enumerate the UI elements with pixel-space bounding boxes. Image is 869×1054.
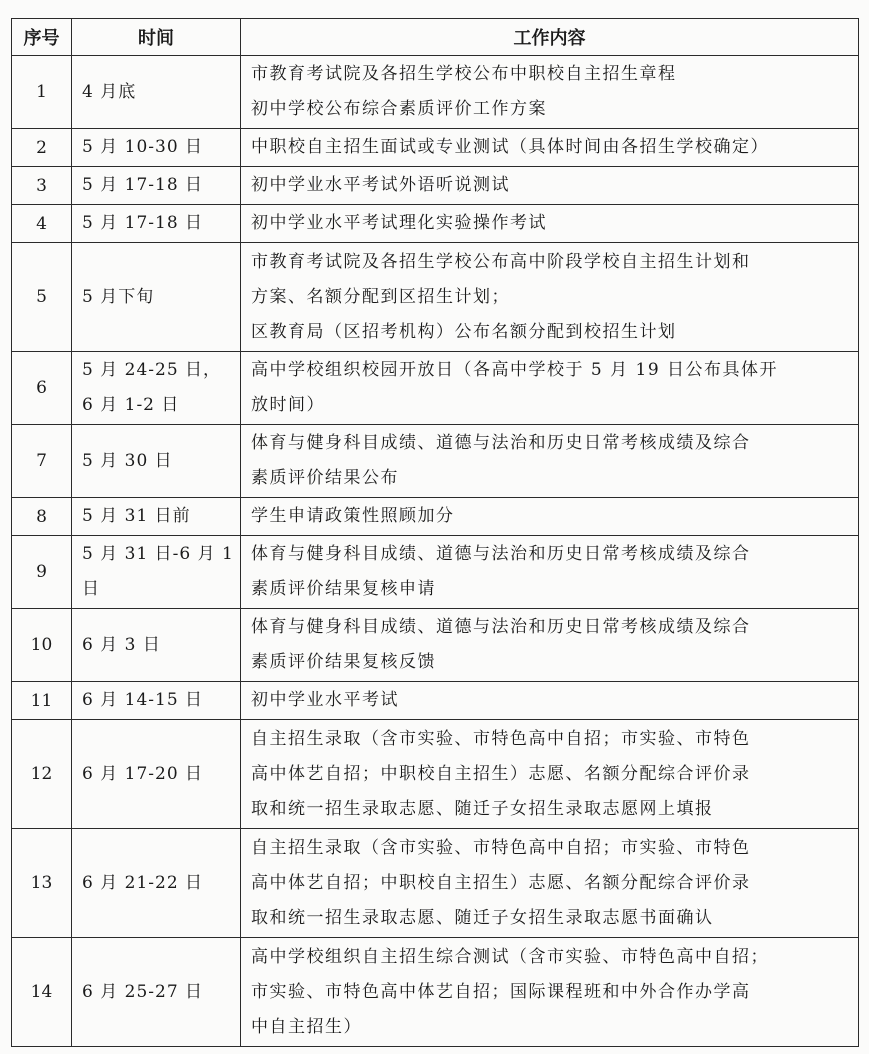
content-line: 中自主招生） [251,1016,362,1037]
row-time [72,205,241,243]
row-time [72,498,241,536]
row-content [241,609,859,682]
row-content [241,938,859,1047]
row-number: 6 [12,352,72,425]
content-line: 中职校自主招生面试或专业测试（具体时间由各招生学校确定） [251,137,769,157]
time-line: 5 月 10-30 日 [82,137,204,157]
time-line: 5 月 30 日 [82,450,173,471]
row-time [72,243,241,352]
row-content [241,205,859,243]
time-line: 6 月 21-22 日 [82,872,204,893]
content-line: 放时间） [251,395,325,415]
time-line: 6 月 25-27 日 [82,981,204,1002]
time-line: 6 月 3 日 [82,634,161,655]
row-number: 5 [12,243,72,352]
time-line: 6 月 1-2 日 [82,395,180,415]
row-content [241,167,859,205]
content-line: 高中体艺自招；中职校自主招生）志愿、名额分配综合评价录 [251,872,751,893]
row-content [241,498,859,536]
header-time: 时间 [72,19,241,56]
row-time [72,829,241,938]
row-number: 10 [12,609,72,682]
row-number: 9 [12,536,72,609]
row-time [72,129,241,167]
content-line: 初中学业水平考试 [251,690,399,710]
content-line: 市教育考试院及各招生学校公布中职校自主招生章程 [251,64,677,84]
table-header-row [12,19,859,56]
row-number: 14 [12,938,72,1047]
row-content [241,536,859,609]
content-line: 初中学校公布综合素质评价工作方案 [251,99,547,119]
row-number: 2 [12,129,72,167]
row-time [72,938,241,1047]
content-line: 方案、名额分配到区招生计划； [251,286,510,307]
content-line: 自主招生录取（含市实验、市特色高中自招；市实验、市特色 [251,728,751,749]
content-line: 初中学业水平考试外语听说测试 [251,175,510,195]
table-row [12,682,859,720]
table-row [12,243,859,352]
time-line: 5 月 17-18 日 [82,213,204,233]
content-line: 素质评价结果公布 [251,468,399,488]
content-line: 初中学业水平考试理化实验操作考试 [251,213,547,233]
row-time [72,536,241,609]
table-row [12,352,859,425]
content-line: 体育与健身科目成绩、道德与法治和历史日常考核成绩及综合 [251,544,751,564]
row-time [72,720,241,829]
header-no: 序号 [12,19,72,56]
table-row [12,205,859,243]
row-time [72,56,241,129]
time-line: 5 月 31 日-6 月 1 [82,544,234,564]
content-line: 学生申请政策性照顾加分 [251,506,455,526]
table-row [12,938,859,1047]
content-line: 素质评价结果复核反馈 [251,652,436,672]
row-number: 7 [12,425,72,498]
row-content [241,352,859,425]
row-time [72,352,241,425]
table-row [12,720,859,829]
schedule-table [11,18,859,1047]
content-line: 素质评价结果复核申请 [251,579,436,599]
row-content [241,129,859,167]
header-content: 工作内容 [241,19,859,56]
time-line: 5 月 17-18 日 [82,175,204,195]
table-row [12,129,859,167]
row-number: 8 [12,498,72,536]
row-content [241,829,859,938]
content-line: 取和统一招生录取志愿、随迁子女招生录取志愿网上填报 [251,798,714,819]
row-content [241,56,859,129]
table-row [12,536,859,609]
content-line: 高中体艺自招；中职校自主招生）志愿、名额分配综合评价录 [251,763,751,784]
row-content [241,682,859,720]
content-line: 高中学校组织自主招生综合测试（含市实验、市特色高中自招； [251,946,769,967]
content-line: 体育与健身科目成绩、道德与法治和历史日常考核成绩及综合 [251,617,751,637]
time-line: 5 月 24-25 日， [82,360,222,380]
row-number: 4 [12,205,72,243]
row-number: 11 [12,682,72,720]
content-line: 体育与健身科目成绩、道德与法治和历史日常考核成绩及综合 [251,433,751,453]
row-number: 12 [12,720,72,829]
row-content [241,425,859,498]
table-row [12,829,859,938]
table-row [12,167,859,205]
time-line: 5 月 31 日前 [82,506,191,526]
row-time [72,609,241,682]
row-content [241,243,859,352]
time-line: 5 月下旬 [82,286,155,307]
table-row [12,498,859,536]
row-time [72,425,241,498]
content-line: 自主招生录取（含市实验、市特色高中自招；市实验、市特色 [251,837,751,858]
row-number: 13 [12,829,72,938]
row-time [72,167,241,205]
time-line: 日 [82,579,100,599]
time-line: 6 月 17-20 日 [82,763,204,784]
content-line: 市教育考试院及各招生学校公布高中阶段学校自主招生计划和 [251,251,751,272]
table-row [12,609,859,682]
content-line: 取和统一招生录取志愿、随迁子女招生录取志愿书面确认 [251,907,714,928]
content-line: 区教育局（区招考机构）公布名额分配到校招生计划 [251,321,677,342]
row-number: 3 [12,167,72,205]
row-content [241,720,859,829]
content-line: 高中学校组织校园开放日（各高中学校于 5 月 19 日公布具体开 [251,360,779,380]
table-row [12,56,859,129]
row-number: 1 [12,56,72,129]
row-time [72,682,241,720]
time-line: 6 月 14-15 日 [82,690,204,710]
table-row [12,425,859,498]
time-line: 4 月底 [82,81,137,102]
content-line: 市实验、市特色高中体艺自招；国际课程班和中外合作办学高 [251,981,751,1002]
